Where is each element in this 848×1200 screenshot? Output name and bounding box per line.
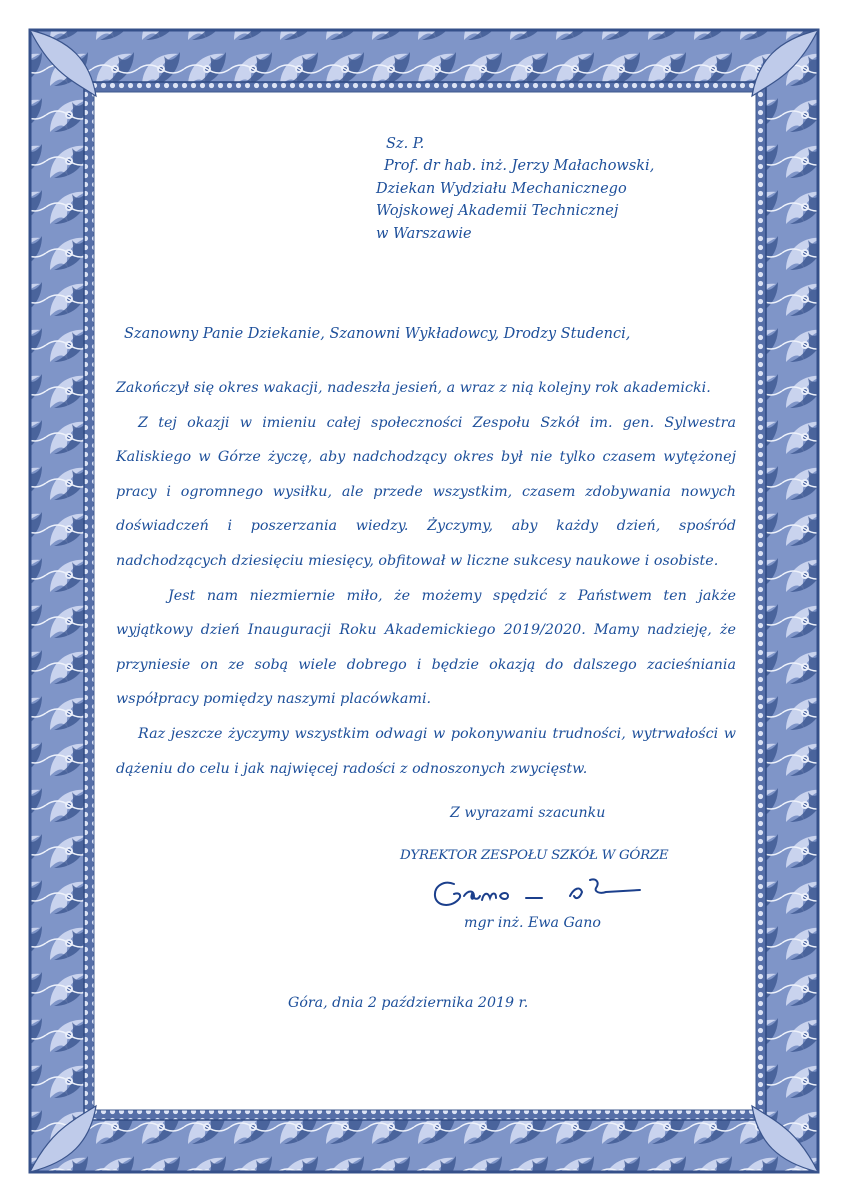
letter-body	[116, 371, 736, 786]
handwritten-signature	[430, 866, 650, 916]
greeting: Szanowny Panie Dziekanie, Szanowni Wykładowcy, Drodzy Studenci,	[124, 326, 631, 342]
place-date: Góra, dnia 2 października 2019 r.	[288, 995, 529, 1011]
paragraph-3: Jest nam niezmiernie miło, że możemy spędzić z Państwem ten jakże wyjątkowy dzień Inauguracji Roku Akademickiego 2019/2020. Mamy nadzieję, że przyniesie on ze sobą wiele dobrego i będzie okazją do dalszego zacieśniania współpracy pomiędzy naszymi placówkami.	[116, 587, 736, 708]
recipient-block	[374, 133, 654, 245]
recipient-name: Prof. dr hab. inż. Jerzy Małachowski,	[384, 158, 655, 175]
recipient-position: Dziekan Wydziału Mechanicznego	[376, 180, 627, 197]
director-title: DYREKTOR ZESPOŁU SZKÓŁ W GÓRZE	[400, 848, 669, 863]
director-name: mgr inż. Ewa Gano	[464, 915, 601, 931]
recipient-salutation: Sz. P.	[386, 136, 425, 152]
closing-regards: Z wyrazami szacunku	[450, 805, 606, 821]
paragraph-4: Raz jeszcze życzymy wszystkim odwagi w pokonywaniu trudności, wytrwałości w dążeniu do celu i jak najwięcej radości z odnoszonych zwycięstw.	[116, 725, 736, 777]
recipient-institution: Wojskowej Akademii Technicznej	[376, 203, 619, 220]
paragraph-2: Z tej okazji w imieniu całej społeczności Zespołu Szkół im. gen. Sylwestra Kaliskiego w Górze życzę, aby nadchodzący okres był nie tylko czasem wytężonej pracy i ogromnego wysiłku, ale przede wszystkim, czasem zdobywania nowych doświadczeń i poszerzania wiedzy. Życzymy, aby każdy dzień, spośród nadchodzących dziesięciu miesięcy, obfitował w liczne sukcesy naukowe i osobiste.	[116, 414, 736, 569]
paragraph-1: Zakończył się okres wakacji, nadeszła jesień, a wraz z nią kolejny rok akademicki.	[116, 380, 711, 396]
recipient-city: w Warszawie	[376, 225, 472, 242]
